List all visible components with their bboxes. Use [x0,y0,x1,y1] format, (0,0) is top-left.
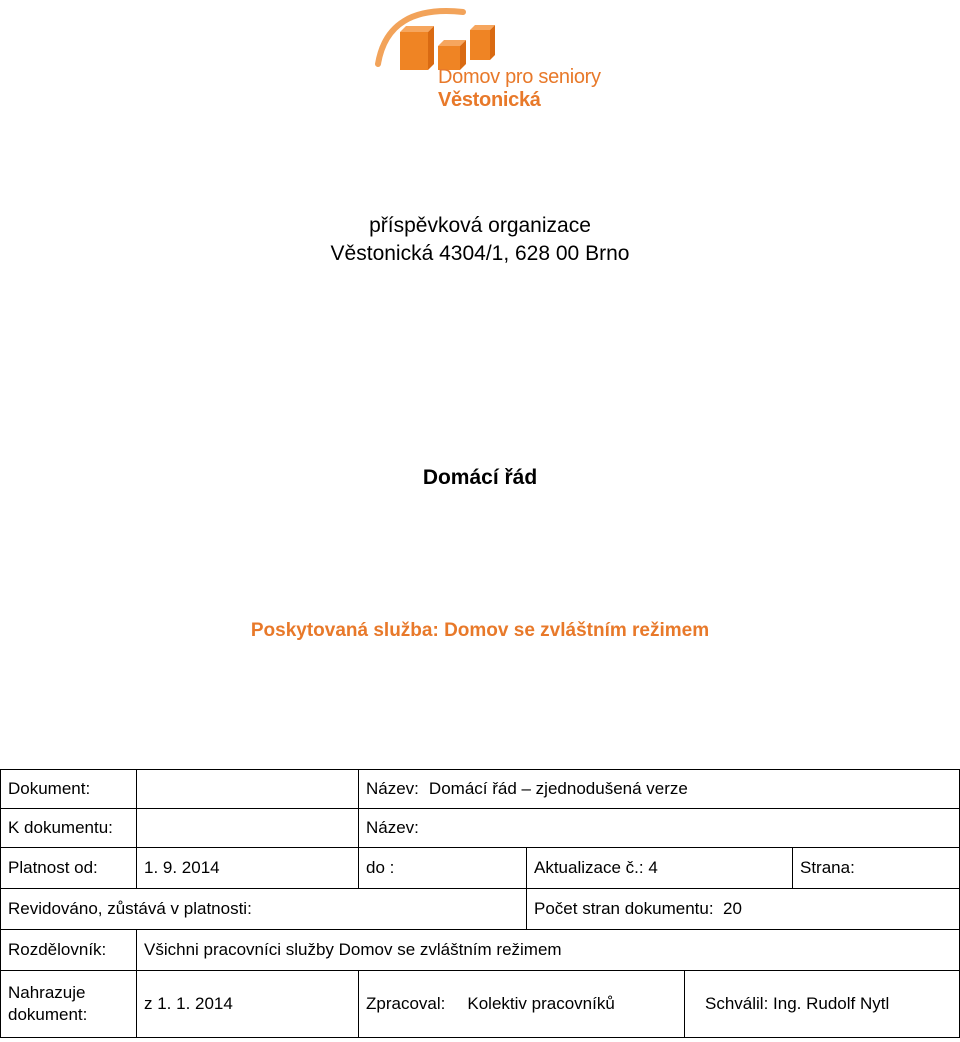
nahrazuje-label-line1: Nahrazuje [8,983,86,1002]
aktualizace-label: Aktualizace č.: 4 [527,848,793,889]
pocet-stran-label: Počet stran dokumentu: [534,899,714,918]
strana-label: Strana: [793,848,960,889]
revidovano-label: Revidováno, zůstává v platnosti: [1,889,527,930]
nazev2-label: Název: [359,809,960,848]
service-name: Poskytovaná služba: Domov se zvláštním režimem [250,620,710,641]
nahrazuje-label-line2: dokument: [8,1005,88,1024]
table-row [1,889,960,930]
rozdelovnik-value: Všichni pracovníci služby Domov se zvláštním režimem [137,930,960,971]
organization-type: příspěvková organizace [369,214,591,237]
nahrazuje-label [1,971,137,1038]
k-dokumentu-label: K dokumentu: [1,809,137,848]
rozdelovnik-label: Rozdělovník: [1,930,137,971]
platnost-label: Platnost od: [1,848,137,889]
schvalil-value: Ing. Rudolf Nytl [773,994,890,1013]
zpracoval-value: Kolektiv pracovníků [467,994,615,1013]
k-dokumentu-value [137,809,359,848]
dokument-value [137,770,359,809]
zpracoval-label: Zpracoval: [366,994,446,1013]
organization-address: Věstonická 4304/1, 628 00 Brno [330,242,630,265]
dokument-label: Dokument: [1,770,137,809]
schvalil-label: Schválil: [705,994,769,1013]
table-row [1,770,960,809]
do-label: do : [359,848,527,889]
pocet-stran-value: 20 [723,899,742,918]
nazev-label: Název: [366,779,419,798]
table-row [1,971,960,1038]
table-row [1,848,960,889]
schvalil-cell [685,971,960,1038]
zpracoval-cell [359,971,685,1038]
table-row [1,809,960,848]
nazev-value: Domácí řád – zjednodušená verze [428,779,688,798]
document-meta-table [0,769,960,1038]
nazev-cell [359,770,960,809]
logo-text-line2: Věstonická [438,89,541,111]
logo-text-line1: Domov pro seniory [438,66,601,88]
platnost-value: 1. 9. 2014 [137,848,359,889]
nahrazuje-value: z 1. 1. 2014 [137,971,359,1038]
document-title: Domácí řád [422,466,538,489]
pocet-stran-cell [527,889,960,930]
table-row [1,930,960,971]
